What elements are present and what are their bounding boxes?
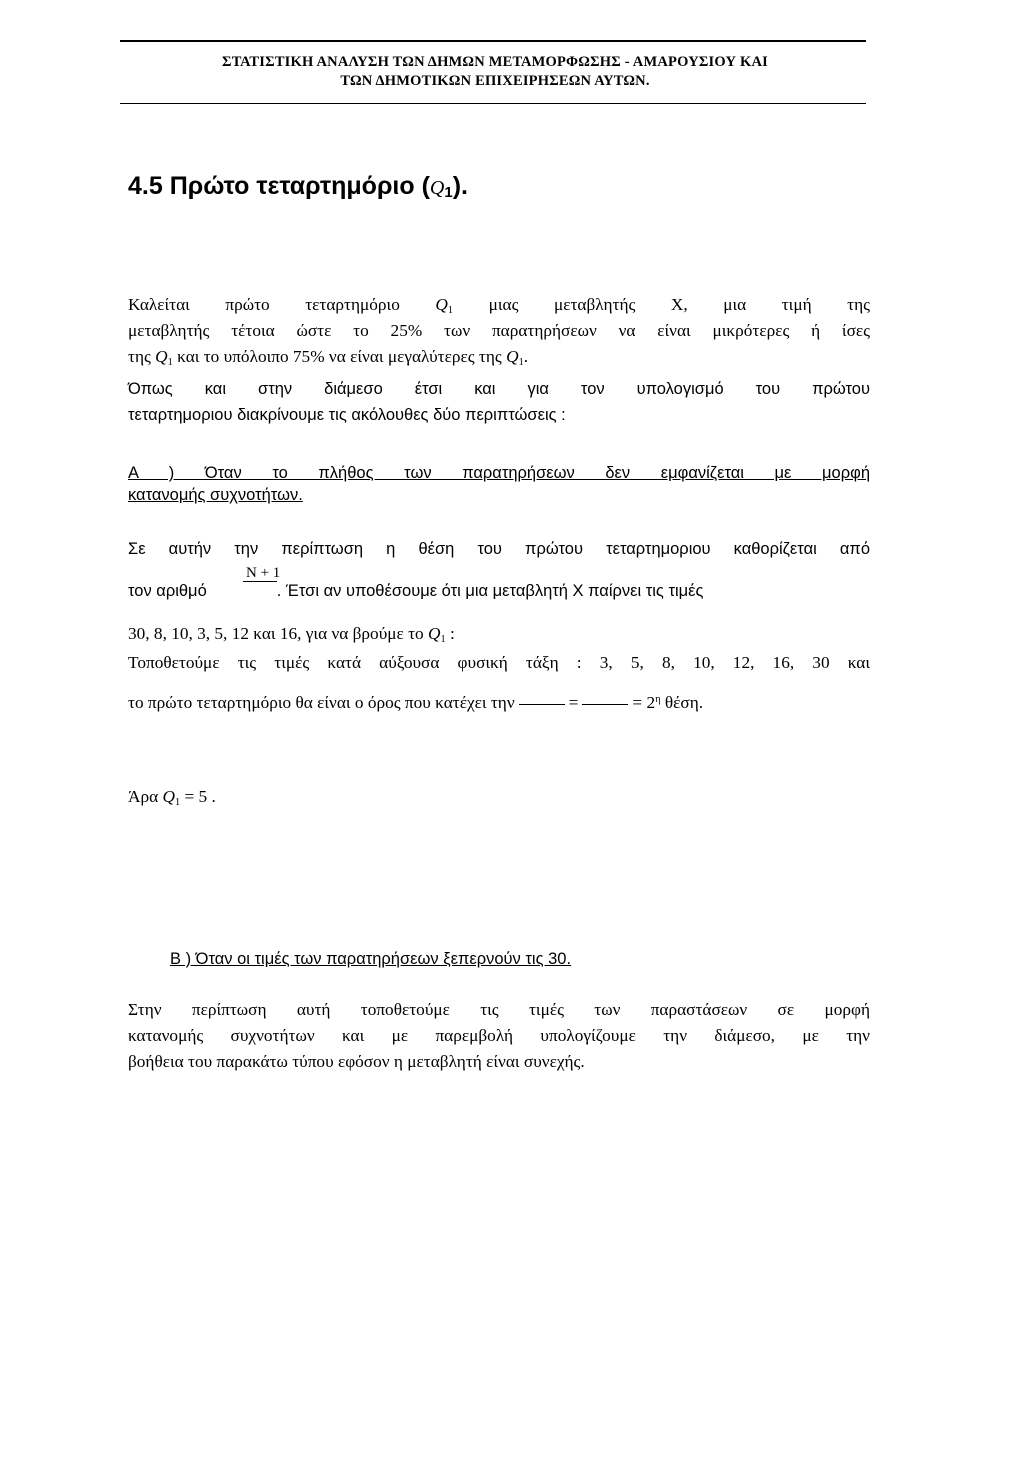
- header-line-1: ΣΤΑΤΙΣΤΙΚΗ ΑΝΑΛΥΣΗ ΤΩΝ ΔΗΜΩΝ ΜΕΤΑΜΟΡΦΩΣΗΣ - ΑΜΑΡΟΥΣΙΟΥ ΚΑΙ: [222, 54, 768, 70]
- header-bottom-rule: [120, 103, 866, 104]
- case-b-heading: Β ) Όταν οι τιμές των παρατηρήσεων ξεπερνούν τις 30.: [170, 950, 572, 968]
- body-a-line-2: τον αριθμό . Έτσι αν υποθέσουμε ότι μια μεταβλητή Χ παίρνει τις τιμές: [128, 582, 704, 600]
- body-a-line-4: Τοποθετούμε τις τιμές κατά αύξουσα φυσική τάξη : 3, 5, 8, 10, 12, 16, 30 και: [128, 653, 870, 672]
- fraction-n-plus-1: N + 1: [243, 565, 280, 582]
- body-b-line-1: Στην περίπτωση αυτή τοποθετούμε τις τιμές των παραστάσεων σε μορφή: [128, 1000, 870, 1019]
- intro-line-3: της $Q_1$ και το υπόλοιπο 75% να είναι μεγαλύτερες της $Q_1$.: [128, 347, 529, 368]
- body-a-line-5: το πρώτο τεταρτημόριο θα είναι ο όρος που κατέχει την = = $2^\eta$ θέση.: [128, 693, 704, 712]
- body-b-line-2: κατανομής συχνοτήτων και με παρεμβολή υπολογίζουμε την διάμεσο, με την: [128, 1026, 870, 1045]
- intro-line-2: μεταβλητής τέτοια ώστε το 25% των παρατηρήσεων να είναι μικρότερες ή ίσες: [128, 321, 870, 340]
- header-top-rule: [120, 40, 866, 42]
- case-a-heading-line-2: κατανομής συχνοτήτων.: [128, 486, 303, 504]
- section-title: 4.5 Πρώτο τεταρτημόριο $(Q_1)$.: [128, 172, 468, 201]
- intro-line-1: Καλείται πρώτο τεταρτημόριο $Q_1$ μιας μεταβλητής Χ, μια τιμή της: [128, 295, 871, 316]
- body-a-line-1: Σε αυτήν την περίπτωση η θέση του πρώτου τεταρτημοριου καθορίζεται από: [128, 540, 870, 558]
- intro-line-5: τεταρτημοριου διακρίνουμε τις ακόλουθες δύο περιπτώσεις :: [128, 406, 566, 424]
- intro-line-4: Όπως και στην διάμεσο έτσι και για τον υπολογισμό του πρώτου: [128, 380, 870, 398]
- body-a-line-3: 30, 8, 10, 3, 5, 12 και 16, για να βρούμε το $Q_1$ :: [128, 624, 455, 645]
- result-line: Άρα $Q_1 = 5$ .: [128, 787, 216, 808]
- body-b-line-3: βοήθεια του παρακάτω τύπου εφόσον η μεταβλητή είναι συνεχής.: [128, 1052, 585, 1071]
- case-a-heading-line-1: Α ) Όταν το πλήθος των παρατηρήσεων δεν εμφανίζεται με μορφή: [128, 464, 870, 482]
- header-line-2: ΤΩΝ ΔΗΜΟΤΙΚΩΝ ΕΠΙΧΕΙΡΗΣΕΩΝ ΑΥΤΩΝ.: [340, 73, 650, 89]
